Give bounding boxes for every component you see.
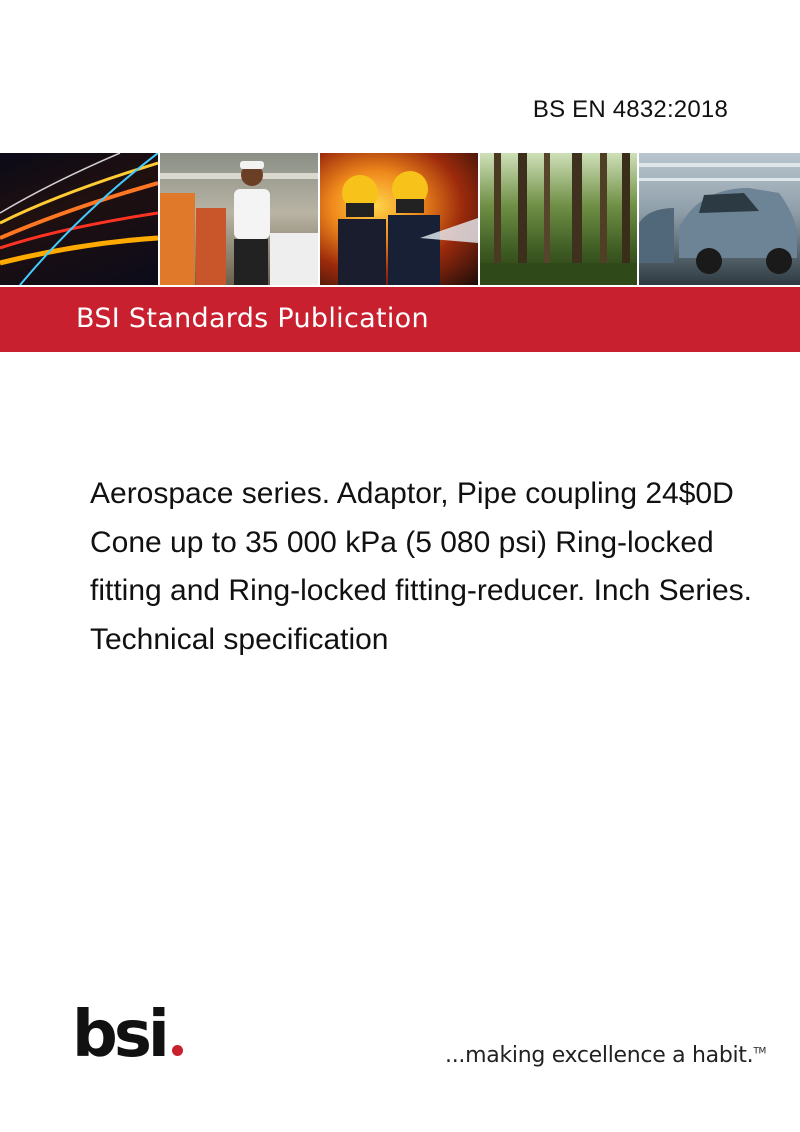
- tagline-text: ...making excellence a habit.: [445, 1043, 754, 1068]
- logo-text: bsi: [72, 998, 166, 1072]
- cover-image-strip: [0, 153, 800, 285]
- publication-band: [0, 287, 800, 352]
- light-trails-image: [0, 153, 158, 285]
- logo-dot: [172, 1045, 183, 1056]
- tagline: [445, 1043, 766, 1068]
- factory-worker-image: [160, 153, 319, 285]
- forest-image: [480, 153, 638, 285]
- car-production-image: [639, 153, 800, 285]
- standard-number: BS EN 4832:2018: [532, 96, 728, 123]
- publication-label: BSI Standards Publication: [76, 303, 429, 334]
- firefighters-image: [320, 153, 478, 285]
- trademark-mark: TM: [753, 1046, 766, 1057]
- bsi-logo: [72, 1000, 183, 1070]
- document-title: Aerospace series. Adaptor, Pipe coupling 24$0D Cone up to 35 000 kPa (5 080 psi) Ring-locked fitting and Ring-locked fitting-reducer. Inch Series. Technical specification: [90, 477, 753, 656]
